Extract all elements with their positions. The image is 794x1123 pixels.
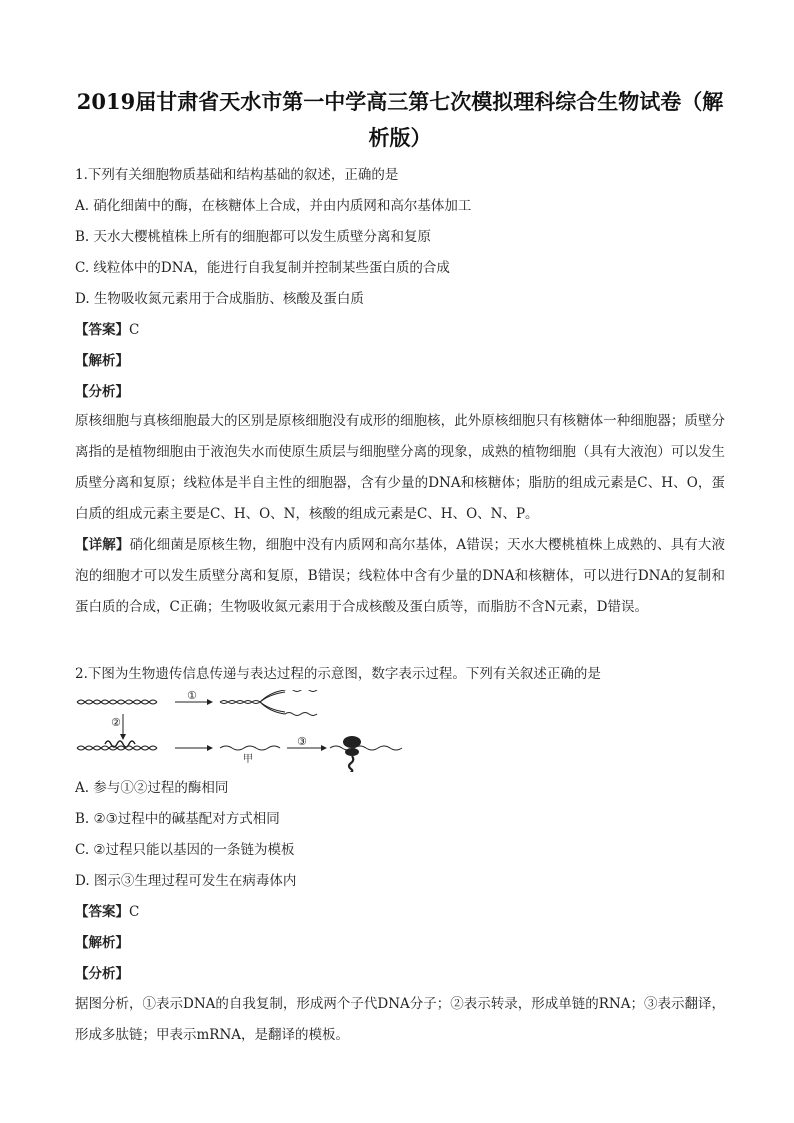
mrna-translated xyxy=(330,746,402,750)
answer-tag: 【答案】 xyxy=(75,904,129,920)
question-1-option-c: C. 线粒体中的DNA，能进行自我复制并控制某些蛋白质的合成 xyxy=(75,260,450,276)
question-1-option-d: D. 生物吸收氮元素用于合成脂肪、核酸及蛋白质 xyxy=(75,291,364,307)
question-1-detail xyxy=(75,530,725,623)
question-1-answer xyxy=(75,319,725,341)
dna-double-helix-bottom xyxy=(77,741,157,750)
question-1-option-b: B. 天水大樱桃植株上所有的细胞都可以发生质壁分离和复原 xyxy=(75,229,432,245)
question-2-stem: 2.下图为生物遗传信息传递与表达过程的示意图，数字表示过程。下列有关叙述正确的是 xyxy=(75,666,601,682)
gene-expression-diagram xyxy=(75,690,415,772)
question-2-analysis: 据图分析，①表示DNA的自我复制，形成两个子代DNA分子；②表示转录，形成单链的RNA；③表示翻译，形成多肽链；甲表示mRNA，是翻译的模板。 xyxy=(75,996,725,1043)
detail-tag: 【详解】 xyxy=(75,537,130,553)
question-1-jiexi-heading: 【解析】 xyxy=(75,353,129,369)
question-1-fenxi-heading: 【分析】 xyxy=(75,384,129,400)
label-step1: ① xyxy=(187,690,197,702)
detail-text: 硝化细菌是原核生物，细胞中没有内质网和高尔基体，A错误；天水大樱桃植株上成熟的、具有大液泡的细胞才可以发生质壁分离和复原，B错误；线粒体中含有少量的DNA和核糖体，可以进行DNA的复制和蛋白质的合成，C正确；生物吸收氮元素用于合成核酸及蛋白质等，而脂肪不含N元素，D错误。 xyxy=(75,537,726,615)
dna-double-helix-top xyxy=(77,700,157,704)
answer-value: C xyxy=(129,904,140,920)
question-2-option-c: C. ②过程只能以基因的一条链为模板 xyxy=(75,842,295,858)
question-1-option-a: A. 硝化细菌中的酶，在核糖体上合成，并由内质网和高尔基体加工 xyxy=(75,198,472,214)
label-step3: ③ xyxy=(297,735,307,748)
question-2-answer xyxy=(75,901,725,923)
question-1-stem: 1.下列有关细胞物质基础和结构基础的叙述，正确的是 xyxy=(75,167,399,183)
page-title: 2019届甘肃省天水市第一中学高三第七次模拟理科综合生物试卷（解析版） xyxy=(76,89,724,150)
question-2-option-d: D. 图示③生理过程可发生在病毒体内 xyxy=(75,873,297,889)
question-2-option-b: B. ②③过程中的碱基配对方式相同 xyxy=(75,811,280,827)
answer-tag: 【答案】 xyxy=(75,322,129,338)
dna-replication-products xyxy=(220,690,317,716)
answer-value: C xyxy=(129,322,140,338)
question-2-option-a: A. 参与①②过程的酶相同 xyxy=(75,780,229,796)
question-2-fenxi-heading: 【分析】 xyxy=(75,966,129,982)
ribosome-icon xyxy=(343,736,361,772)
question-2-jiexi-heading: 【解析】 xyxy=(75,935,129,951)
label-jia: 甲 xyxy=(243,754,253,765)
question-1-analysis: 原核细胞与真核细胞最大的区别是原核细胞没有成形的细胞核，此外原核细胞只有核糖体一种细胞器；质壁分离指的是植物细胞由于液泡失水而使原生质层与细胞壁分离的现象，成熟的植物细胞（具有大液泡）可以发生质壁分离和复原；线粒体是半自主性的细胞器，含有少量的DNA和核糖体；脂肪的组成元素是C、H、O，蛋白质的组成元素主要是C、H、O、N，核酸的组成元素是C、H、O、N、P。 xyxy=(75,413,725,522)
mrna-strand xyxy=(220,746,280,750)
label-step2: ② xyxy=(111,716,121,729)
